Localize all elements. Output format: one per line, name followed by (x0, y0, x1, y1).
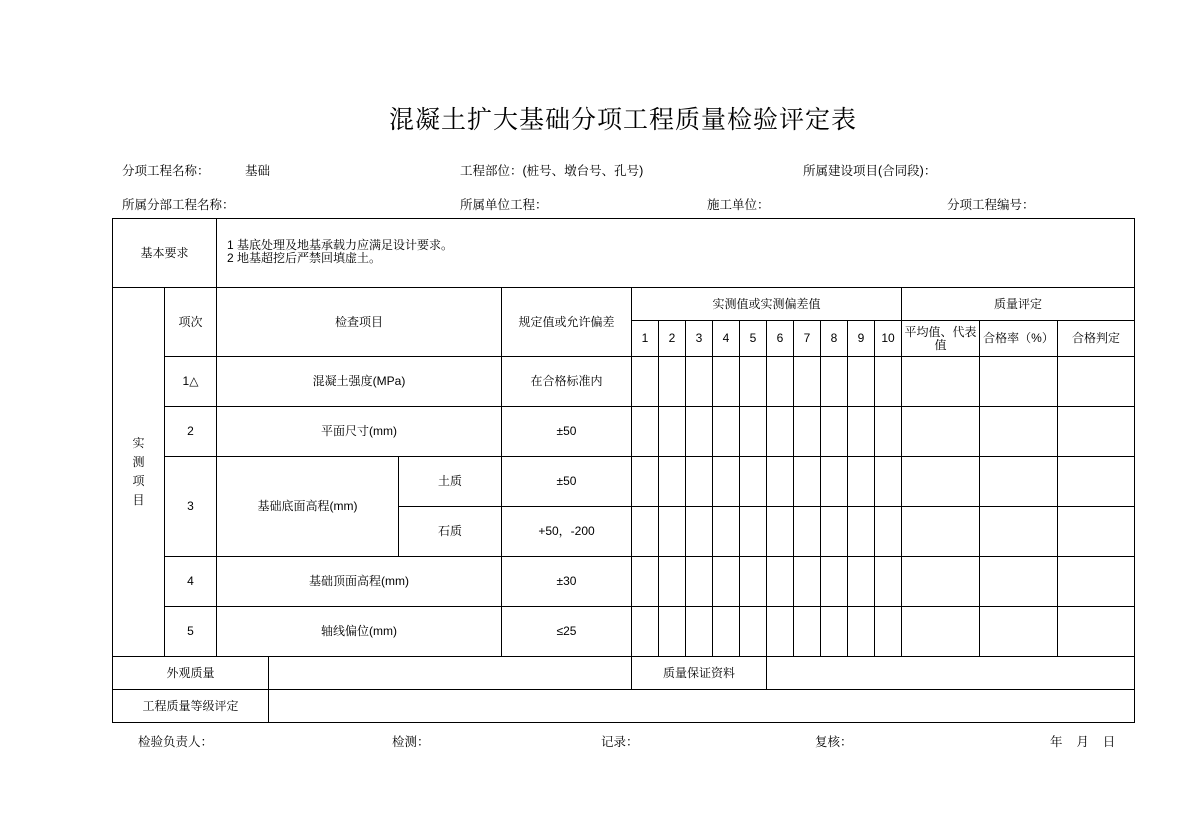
summary-table (112, 656, 1135, 723)
item-no: 5 (165, 607, 217, 657)
rate-cell[interactable] (980, 457, 1058, 507)
table-row (113, 457, 1135, 507)
point-header: 7 (794, 321, 821, 357)
measured-value-cell[interactable] (794, 557, 821, 607)
rate-cell[interactable] (980, 557, 1058, 607)
check-item-header: 检查项目 (217, 288, 502, 357)
rate-cell[interactable] (980, 357, 1058, 407)
basic-requirements-text (217, 219, 1135, 288)
measured-value-cell[interactable] (686, 507, 713, 557)
measured-value-cell[interactable] (794, 457, 821, 507)
measured-value-cell[interactable] (632, 407, 659, 457)
table-row (113, 557, 1135, 607)
point-header: 9 (848, 321, 875, 357)
measured-value-cell[interactable] (875, 557, 902, 607)
appearance-field[interactable] (269, 657, 632, 690)
sub-item-no-label: 分项工程编号： (947, 198, 1035, 212)
avg-cell[interactable] (902, 607, 980, 657)
measured-value-cell[interactable] (794, 357, 821, 407)
measured-value-cell[interactable] (686, 557, 713, 607)
point-header: 4 (713, 321, 740, 357)
item-no: 2 (165, 407, 217, 457)
avg-cell[interactable] (902, 557, 980, 607)
contractor-label: 施工单位： (707, 198, 770, 212)
point-header: 2 (659, 321, 686, 357)
quality-header: 质量评定 (902, 288, 1135, 321)
measured-value-cell[interactable] (740, 457, 767, 507)
measured-value-cell[interactable] (632, 357, 659, 407)
measured-value-cell[interactable] (713, 457, 740, 507)
rate-cell[interactable] (980, 507, 1058, 557)
measured-value-cell[interactable] (794, 607, 821, 657)
assurance-field[interactable] (767, 657, 1135, 690)
measured-value-cell[interactable] (848, 407, 875, 457)
measured-value-cell[interactable] (713, 607, 740, 657)
measured-value-cell[interactable] (740, 507, 767, 557)
table-row (113, 407, 1135, 457)
inspector-label: 检验负责人： (138, 735, 214, 749)
assurance-label: 质量保证资料 (632, 657, 767, 690)
measured-value-cell[interactable] (659, 607, 686, 657)
judge-cell[interactable] (1058, 357, 1135, 407)
point-header: 8 (821, 321, 848, 357)
sub-item-name-value: 基础 (245, 164, 271, 178)
measured-value-cell[interactable] (686, 607, 713, 657)
measured-value-cell[interactable] (713, 407, 740, 457)
measured-value-cell[interactable] (794, 507, 821, 557)
judge-header: 合格判定 (1058, 321, 1135, 357)
record-label: 记录： (601, 735, 639, 749)
measured-value-cell[interactable] (632, 607, 659, 657)
item-no-header: 项次 (165, 288, 217, 357)
table-row (113, 357, 1135, 407)
check-item: 混凝土强度(MPa) (217, 357, 502, 407)
division-label: 所属分部工程名称： (122, 198, 235, 212)
basic-requirements-label: 基本要求 (113, 219, 217, 288)
measured-value-cell[interactable] (686, 357, 713, 407)
unit-label: 所属单位工程： (460, 198, 548, 212)
test-label: 检测： (392, 735, 430, 749)
measured-value-cell[interactable] (659, 507, 686, 557)
measured-value-cell[interactable] (686, 457, 713, 507)
measured-value-cell[interactable] (713, 557, 740, 607)
page-title: 混凝土扩大基础分项工程质量检验评定表 (388, 106, 857, 134)
measured-value-cell[interactable] (740, 357, 767, 407)
rate-cell[interactable] (980, 407, 1058, 457)
measured-value-cell[interactable] (686, 407, 713, 457)
measured-value-cell[interactable] (848, 457, 875, 507)
measured-value-cell[interactable] (821, 507, 848, 557)
avg-header: 平均值、代表值 (902, 321, 980, 357)
table-row (113, 607, 1135, 657)
measured-value-cell[interactable] (740, 557, 767, 607)
measured-value-cell[interactable] (767, 407, 794, 457)
measured-value-cell[interactable] (794, 407, 821, 457)
judge-cell[interactable] (1058, 607, 1135, 657)
item-no: 1△ (165, 357, 217, 407)
point-header: 5 (740, 321, 767, 357)
avg-cell[interactable] (902, 457, 980, 507)
check-item: 平面尺寸(mm) (217, 407, 502, 457)
spec-value: ≤25 (502, 607, 632, 657)
avg-cell[interactable] (902, 507, 980, 557)
sub-item: 土质 (399, 457, 502, 507)
point-header: 6 (767, 321, 794, 357)
measured-value-cell[interactable] (767, 557, 794, 607)
spec-value: ±30 (502, 557, 632, 607)
measured-value-cell[interactable] (767, 457, 794, 507)
requirement-line: 2 地基超挖后严禁回填虚土。 (227, 251, 382, 265)
measured-value-cell[interactable] (632, 557, 659, 607)
measured-value-cell[interactable] (875, 607, 902, 657)
measured-value-cell[interactable] (659, 557, 686, 607)
point-header: 1 (632, 321, 659, 357)
spec-value: 在合格标准内 (502, 357, 632, 407)
measured-value-cell[interactable] (821, 457, 848, 507)
measured-value-cell[interactable] (740, 407, 767, 457)
judge-cell[interactable] (1058, 457, 1135, 507)
avg-cell[interactable] (902, 357, 980, 407)
measured-value-cell[interactable] (821, 607, 848, 657)
grade-field[interactable] (269, 690, 1135, 723)
measured-value-cell[interactable] (713, 507, 740, 557)
measured-value-cell[interactable] (767, 357, 794, 407)
measured-value-cell[interactable] (740, 607, 767, 657)
measured-value-cell[interactable] (767, 607, 794, 657)
appearance-label: 外观质量 (113, 657, 269, 690)
measured-value-cell[interactable] (848, 557, 875, 607)
rate-header: 合格率（%） (980, 321, 1058, 357)
sub-item-name-label: 分项工程名称： (122, 164, 210, 178)
measured-value-cell[interactable] (767, 507, 794, 557)
item-no: 3 (165, 457, 217, 557)
location-label: 工程部位：(桩号、墩台号、孔号) (460, 164, 644, 178)
check-item: 基础底面高程(mm) (217, 457, 399, 557)
spec-header: 规定值或允许偏差 (502, 288, 632, 357)
grade-label: 工程质量等级评定 (113, 690, 269, 723)
measured-value-cell[interactable] (848, 507, 875, 557)
judge-cell[interactable] (1058, 407, 1135, 457)
check-item: 轴线偏位(mm) (217, 607, 502, 657)
measured-value-cell[interactable] (632, 457, 659, 507)
measured-value-cell[interactable] (713, 357, 740, 407)
point-header: 10 (875, 321, 902, 357)
requirement-line: 1 基底处理及地基承载力应满足设计要求。 (227, 238, 454, 252)
spec-value: +50，-200 (502, 507, 632, 557)
point-header: 3 (686, 321, 713, 357)
inspection-table (112, 218, 1135, 657)
item-no: 4 (165, 557, 217, 607)
date-label: 年 月 日 (1050, 735, 1116, 749)
project-label: 所属建设项目(合同段)： (803, 164, 937, 178)
measured-header: 实测值或实测偏差值 (632, 288, 902, 321)
rate-cell[interactable] (980, 607, 1058, 657)
measured-value-cell[interactable] (632, 507, 659, 557)
spec-value: ±50 (502, 407, 632, 457)
measured-value-cell[interactable] (659, 457, 686, 507)
measured-value-cell[interactable] (821, 557, 848, 607)
measured-value-cell[interactable] (659, 357, 686, 407)
spec-value: ±50 (502, 457, 632, 507)
measured-value-cell[interactable] (848, 357, 875, 407)
measured-value-cell[interactable] (875, 457, 902, 507)
avg-cell[interactable] (902, 407, 980, 457)
measured-value-cell[interactable] (821, 357, 848, 407)
sub-item: 石质 (399, 507, 502, 557)
measured-value-cell[interactable] (875, 407, 902, 457)
judge-cell[interactable] (1058, 507, 1135, 557)
measured-value-cell[interactable] (821, 407, 848, 457)
review-label: 复核： (815, 735, 853, 749)
measured-value-cell[interactable] (659, 407, 686, 457)
measured-items-label: 实 测 项 目 (113, 288, 165, 657)
measured-value-cell[interactable] (875, 357, 902, 407)
judge-cell[interactable] (1058, 557, 1135, 607)
measured-value-cell[interactable] (875, 507, 902, 557)
measured-value-cell[interactable] (848, 607, 875, 657)
check-item: 基础顶面高程(mm) (217, 557, 502, 607)
